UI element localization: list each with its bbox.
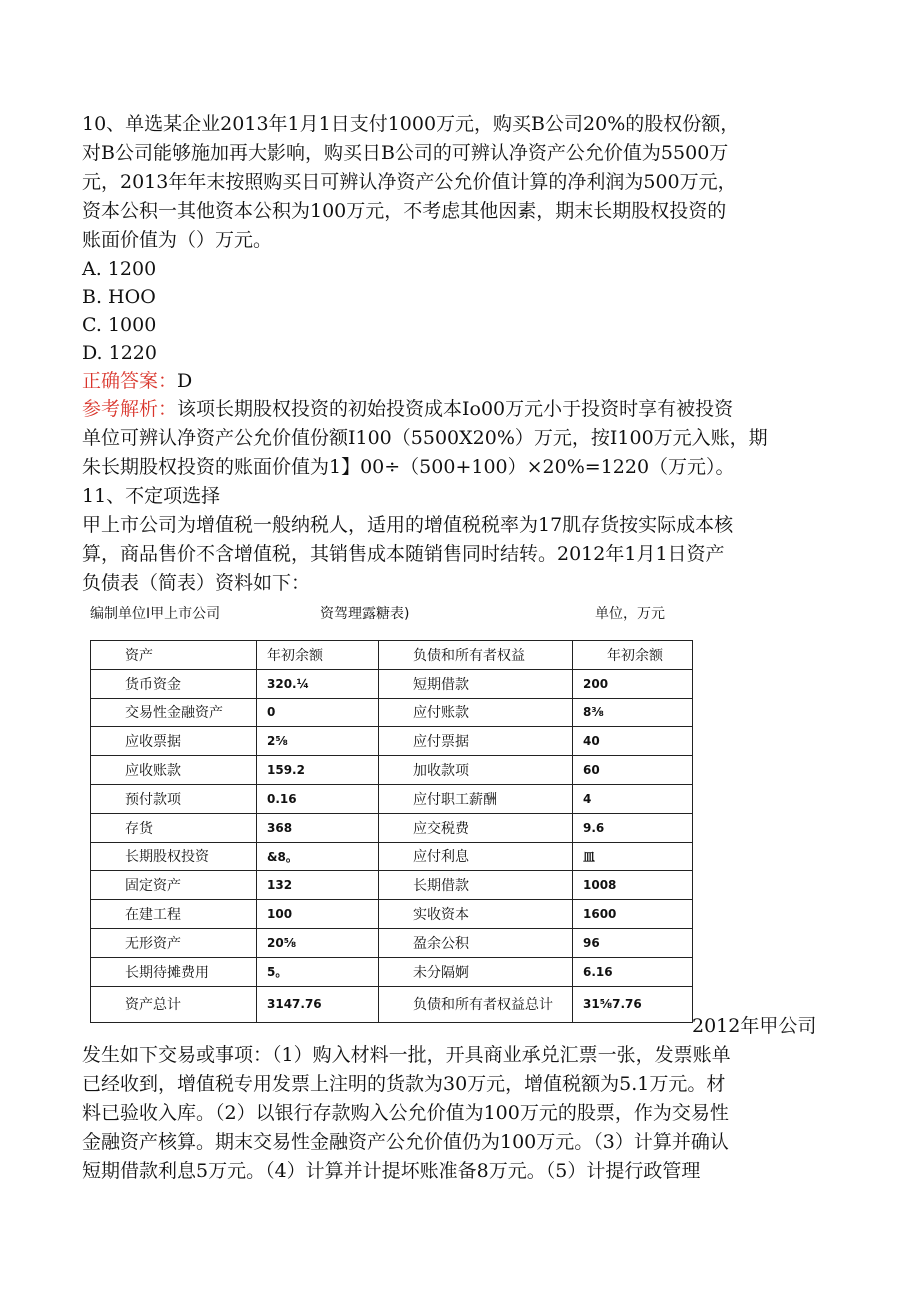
asset-balance: 5。 bbox=[257, 957, 379, 986]
asset-balance: 320.¼ bbox=[257, 669, 379, 698]
table-row bbox=[91, 842, 693, 871]
liability-name: 负债和所有者权益总计 bbox=[379, 986, 573, 1022]
analysis-text: 该项长期股权投资的初始投资成本Io00万元小于投资时享有被投资 bbox=[177, 398, 734, 420]
asset-name: 应收账款 bbox=[91, 756, 257, 785]
asset-name: 长期股权投资 bbox=[91, 842, 257, 871]
q10-line: 资本公积一其他资本公积为100万元，不考虑其他因素，期末长期股权投资的 bbox=[82, 200, 727, 222]
liability-balance: 200 bbox=[573, 669, 693, 698]
table-row bbox=[91, 727, 693, 756]
table-row bbox=[91, 813, 693, 842]
table-row bbox=[91, 669, 693, 698]
table-row bbox=[91, 957, 693, 986]
q10-line: 10、单选某企业2013年1月1日支付1000万元，购买B公司20%的股权份额， bbox=[82, 113, 740, 135]
liability-balance: 31⅝7.76 bbox=[573, 986, 693, 1022]
q10-line: 元，2013年年末按照购买日可辨认净资产公允价值计算的净利润为500万元， bbox=[82, 171, 737, 193]
liability-name: 实收资本 bbox=[379, 900, 573, 929]
liability-name: 加收款项 bbox=[379, 756, 573, 785]
liability-balance: 9.6 bbox=[573, 813, 693, 842]
liability-name: 应付账款 bbox=[379, 698, 573, 727]
liability-balance: 4 bbox=[573, 784, 693, 813]
header-liabilities-equity: 负债和所有者权益 bbox=[379, 641, 573, 670]
asset-balance: 100 bbox=[257, 900, 379, 929]
asset-name: 预付款项 bbox=[91, 784, 257, 813]
asset-balance: 0 bbox=[257, 698, 379, 727]
analysis-line: 朱长期股权投资的账面价值为1】00÷（500+100）×20%=1220（万元）。 bbox=[82, 456, 735, 478]
analysis-line bbox=[82, 395, 733, 424]
asset-balance: 20⅝ bbox=[257, 928, 379, 957]
asset-name: 存货 bbox=[91, 813, 257, 842]
tail-line: 料已验收入库。（2）以银行存款购入公允价值为100万元的股票，作为交易性 bbox=[82, 1102, 729, 1124]
liability-name: 应付利息 bbox=[379, 842, 573, 871]
analysis-label: 参考解析： bbox=[82, 398, 178, 420]
option-d: D. 1220 bbox=[82, 342, 157, 364]
asset-balance: 368 bbox=[257, 813, 379, 842]
q11-line: 算，商品售价不含增值税，其销售成本随销售同时结转。2012年1月1日资产 bbox=[82, 543, 725, 565]
liability-name: 未分隔婀 bbox=[379, 957, 573, 986]
table-row bbox=[91, 756, 693, 785]
option-a: A. 1200 bbox=[82, 258, 157, 280]
asset-name: 长期待摊费用 bbox=[91, 957, 257, 986]
asset-name: 货币资金 bbox=[91, 669, 257, 698]
q10-line: 账面价值为（）万元。 bbox=[82, 229, 273, 251]
asset-balance: 0.16 bbox=[257, 784, 379, 813]
liability-balance: 6.16 bbox=[573, 957, 693, 986]
q10-line: 对B公司能够施加再大影响，购买日B公司的可辨认净资产公允价值为5500万 bbox=[82, 142, 729, 164]
asset-balance: &8。 bbox=[257, 842, 379, 871]
asset-name: 在建工程 bbox=[91, 900, 257, 929]
asset-name: 固定资产 bbox=[91, 871, 257, 900]
liability-balance: 1600 bbox=[573, 900, 693, 929]
liability-name: 应交税费 bbox=[379, 813, 573, 842]
option-c: C. 1000 bbox=[82, 314, 157, 336]
liability-balance: 96 bbox=[573, 928, 693, 957]
table-row bbox=[91, 698, 693, 727]
liability-name: 应付职工薪酬 bbox=[379, 784, 573, 813]
header-assets: 资产 bbox=[91, 641, 257, 670]
option-b: B. HOO bbox=[82, 286, 156, 308]
q11-line: 负债表（简表）资料如下： bbox=[82, 572, 311, 594]
header-opening-balance: 年初余额 bbox=[257, 641, 379, 670]
liability-name: 短期借款 bbox=[379, 669, 573, 698]
question-11-title: 11、不定项选择 bbox=[82, 485, 221, 507]
table-row bbox=[91, 928, 693, 957]
asset-name: 交易性金融资产 bbox=[91, 698, 257, 727]
balance-sheet-table bbox=[90, 640, 693, 1023]
table-unit-left: 编制单位I甲上市公司 bbox=[90, 606, 221, 622]
tail-first: 2012年甲公司 bbox=[692, 1015, 817, 1037]
tail-line: 金融资产核算。期末交易性金融资产公允价值仍为100万元。（3）计算并确认 bbox=[82, 1131, 729, 1153]
table-header-row bbox=[91, 641, 693, 670]
asset-balance: 159.2 bbox=[257, 756, 379, 785]
liability-balance: 60 bbox=[573, 756, 693, 785]
tail-line: 发生如下交易或事项：（1）购入材料一批，开具商业承兑汇票一张，发票账单 bbox=[82, 1044, 731, 1066]
table-row bbox=[91, 784, 693, 813]
asset-name: 无形资产 bbox=[91, 928, 257, 957]
asset-name: 资产总计 bbox=[91, 986, 257, 1022]
liability-balance: 皿 bbox=[573, 842, 693, 871]
tail-line: 短期借款利息5万元。（4）计算并计提坏账准备8万元。（5）计提行政管理 bbox=[82, 1160, 701, 1182]
liability-name: 盈余公积 bbox=[379, 928, 573, 957]
asset-balance: 132 bbox=[257, 871, 379, 900]
correct-answer bbox=[82, 367, 192, 396]
asset-balance: 2⅝ bbox=[257, 727, 379, 756]
table-total-row bbox=[91, 986, 693, 1022]
analysis-line: 单位可辨认净资产公允价值份额I100（5500X20%）万元，按I100万元入账，期 bbox=[82, 427, 768, 449]
q11-line: 甲上市公司为增值税一般纳税人，适用的增值税税率为17肌存货按实际成本核 bbox=[82, 514, 734, 536]
answer-label: 正确答案： bbox=[82, 370, 178, 392]
liability-balance: 8⅜ bbox=[573, 698, 693, 727]
table-title: 资驾理露糖表) bbox=[320, 606, 410, 622]
asset-name: 应收票据 bbox=[91, 727, 257, 756]
liability-name: 长期借款 bbox=[379, 871, 573, 900]
liability-balance: 1008 bbox=[573, 871, 693, 900]
answer-value: D bbox=[177, 370, 193, 392]
liability-name: 应付票据 bbox=[379, 727, 573, 756]
asset-balance: 3147.76 bbox=[257, 986, 379, 1022]
liability-balance: 40 bbox=[573, 727, 693, 756]
table-row bbox=[91, 900, 693, 929]
tail-line: 已经收到，增值税专用发票上注明的货款为30万元，增值税额为5.1万元。材 bbox=[82, 1073, 726, 1095]
table-row bbox=[91, 871, 693, 900]
header-opening-balance: 年初余额 bbox=[573, 641, 693, 670]
table-unit-right: 单位，万元 bbox=[595, 606, 665, 622]
